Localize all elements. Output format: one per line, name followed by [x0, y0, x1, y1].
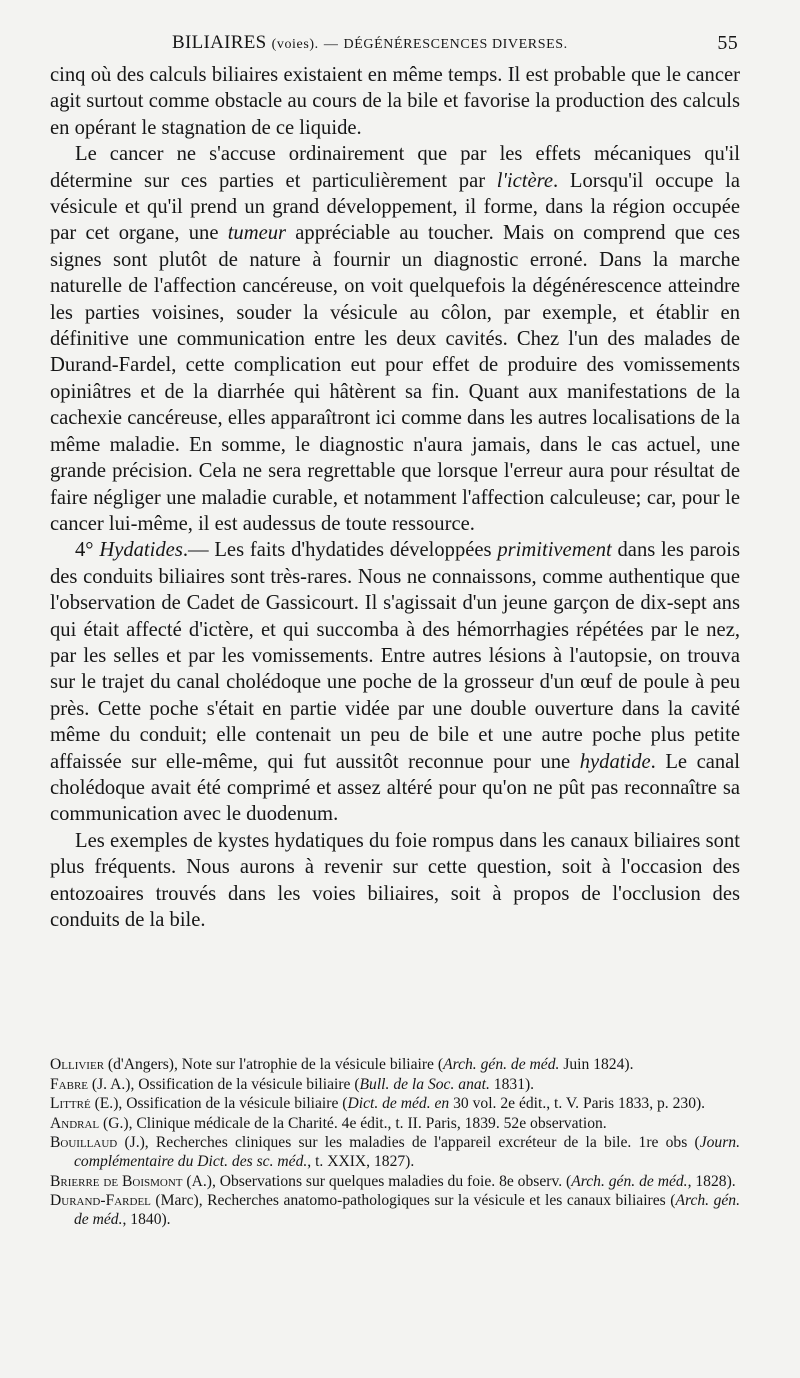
reference-tail: 30 vol. 2e édit., t. V. Paris 1833, p. 230). [449, 1095, 706, 1113]
reference-text: (G.), Clinique médicale de la Charité. 4e édit., t. II. Paris, 1839. 52e observation. [99, 1114, 607, 1132]
p3-italic-hydatide: hydatide [579, 750, 651, 773]
reference-text: (E.), Ossification de la vésicule biliaire ( [90, 1095, 348, 1113]
reference-author: Fabre [50, 1075, 89, 1093]
reference-author: Durand-Fardel [50, 1192, 151, 1210]
reference-tail: , t. XXIX, 1827). [307, 1152, 415, 1170]
title-separator: — [323, 37, 339, 52]
p2-italic-ictere: l'ictère [496, 169, 554, 192]
running-title [172, 32, 568, 54]
reference-tail: , 1828). [687, 1172, 736, 1190]
reference-text: (J. A.), Ossification de la vésicule biliaire ( [88, 1075, 360, 1093]
main-text [50, 62, 740, 933]
reference-text: (Marc), Recherches anatomo-pathologiques sur la vésicule et les canaux biliaires ( [150, 1192, 676, 1210]
reference-journal: Arch. gén. de méd. [571, 1172, 688, 1190]
reference-item [50, 1192, 740, 1229]
reference-author: Ollivier [50, 1056, 105, 1073]
p3-text-c: . Le canal cholédoque avait été comprimé et assez altéré pour qu'on ne pût pas reconnaître sa communication avec le duodenum. [50, 750, 741, 826]
p2-text-c: appréciable au toucher. Mais on comprend que ces signes sont plutôt de nature à fournir un diagnostic erroné. Dans la marche naturelle de l'affection cancéreuse, on voit quelquefois la dégénérescence atteindre les parties voisines, souder la vésicule au côlon, par exemple, et établir en définitive une communication entre les deux cavités. Chez l'un des malades de Durand-Fardel, cette complication eut pour effet de produire des vomissements opiniâtres et de la diarrhée qui hâtèrent sa fin. Quant aux manifestations de la cachexie cancéreuse, elles apparaîtront ici comme dans les autres localisations de la même maladie. En somme, le diagnostic n'aura jamais, dans le cas actuel, une grande précision. Cela ne sera regrettable que lorsque l'erreur aura pour résultat de faire négliger une maladie curable, et notamment l'affection calculeuse; car, pour le cancer lui-même, il est audessus de toute ressource. [50, 222, 741, 535]
reference-text: (d'Angers), Note sur l'atrophie de la vésicule biliaire ( [104, 1056, 444, 1073]
reference-author: Andral [50, 1114, 100, 1132]
paragraph-4: Les exemples de kystes hydatiques du foie rompus dans les canaux biliaires sont plus fréquents. Nous aurons à revenir sur cette question, soit à l'occasion des entozoaires trouvés dans les voies biliaires, soit à propos de l'occlusion des conduits de la bile. [50, 829, 740, 931]
reference-author: Littré [50, 1095, 91, 1113]
reference-journal: Arch. gén. de méd. [443, 1056, 560, 1073]
reference-author: Brierre de Boismont [50, 1172, 183, 1190]
reference-text: (J.), Recherches cliniques sur les maladies de l'appareil excréteur de la bile. 1re obs ( [117, 1134, 700, 1152]
title-main: BILIAIRES [172, 32, 267, 53]
reference-item [50, 1173, 740, 1192]
reference-item [50, 1134, 740, 1171]
reference-journal: Journ. complémentaire du Dict. des sc. méd. [74, 1134, 740, 1170]
p2-italic-tumeur: tumeur [227, 222, 287, 245]
p2-text-b: . Lorsqu'il occupe la vésicule et qu'il prend un grand développement, il forme, dans la région occupée par cet organe, une [50, 169, 741, 245]
reference-item [50, 1095, 740, 1114]
title-section: DÉGÉNÉRESCENCES DIVERSES. [343, 37, 568, 52]
running-header [50, 28, 740, 62]
reference-tail: Juin 1824). [559, 1056, 634, 1073]
reference-tail: 1831). [489, 1075, 535, 1093]
p3-text-a: .— Les faits d'hydatides développées [182, 539, 498, 562]
reference-journal: Dict. de méd. en [347, 1095, 450, 1113]
bibliography [50, 1056, 740, 1230]
section-number: 4° [75, 539, 94, 562]
reference-journal: Arch. gén. de méd. [74, 1192, 740, 1228]
reference-item [50, 1056, 740, 1075]
paragraph-1: cinq où des calculs biliaires existaient en même temps. Il est probable que le cancer agit surtout comme obstacle au cours de la bile et favorise la production des calculs en opérant le stagnation de ce liquide. [50, 64, 740, 139]
reference-text: (A.), Observations sur quelques maladies du foie. 8e observ. ( [182, 1172, 572, 1190]
reference-journal: Bull. de la Soc. anat. [359, 1075, 490, 1093]
reference-item [50, 1076, 740, 1095]
p3-italic-primitivement: primitivement [497, 539, 612, 562]
p3-text-b: dans les parois des conduits biliaires sont très-rares. Nous ne connaissons, comme authentique que l'observation de Cadet de Gassicourt. Il s'agissait d'un jeune garçon de dix-sept ans qui était affecté d'ictère, et qui succomba à des hémorrhagies répétées par le nez, par les selles et par les vomissements. Entre autres lésions à l'autopsie, on trouva sur le trajet du canal cholédoque une poche de la grosseur d'un œuf de poule à peu près. Cette poche s'était en partie vidée par une double ouverture dans la cavité même du conduit; elle contenait un peu de bile et une autre poche plus petite affaissée sur elle-même, qui fut aussitôt reconnue pour une [50, 539, 740, 773]
reference-tail: , 1840). [122, 1210, 171, 1228]
page-number: 55 [717, 32, 738, 54]
p2-text-a: Le cancer ne s'accuse ordinairement que par les effets mécaniques qu'il détermine sur ces parties et particulièrement par [50, 143, 740, 192]
reference-item [50, 1115, 740, 1134]
book-page [50, 28, 740, 933]
paragraph-2 [50, 141, 740, 537]
reference-author: Bouillaud [50, 1134, 118, 1152]
paragraph-3 [50, 537, 740, 827]
section-heading: Hydatides [99, 539, 183, 562]
title-paren: (voies). [271, 37, 319, 52]
